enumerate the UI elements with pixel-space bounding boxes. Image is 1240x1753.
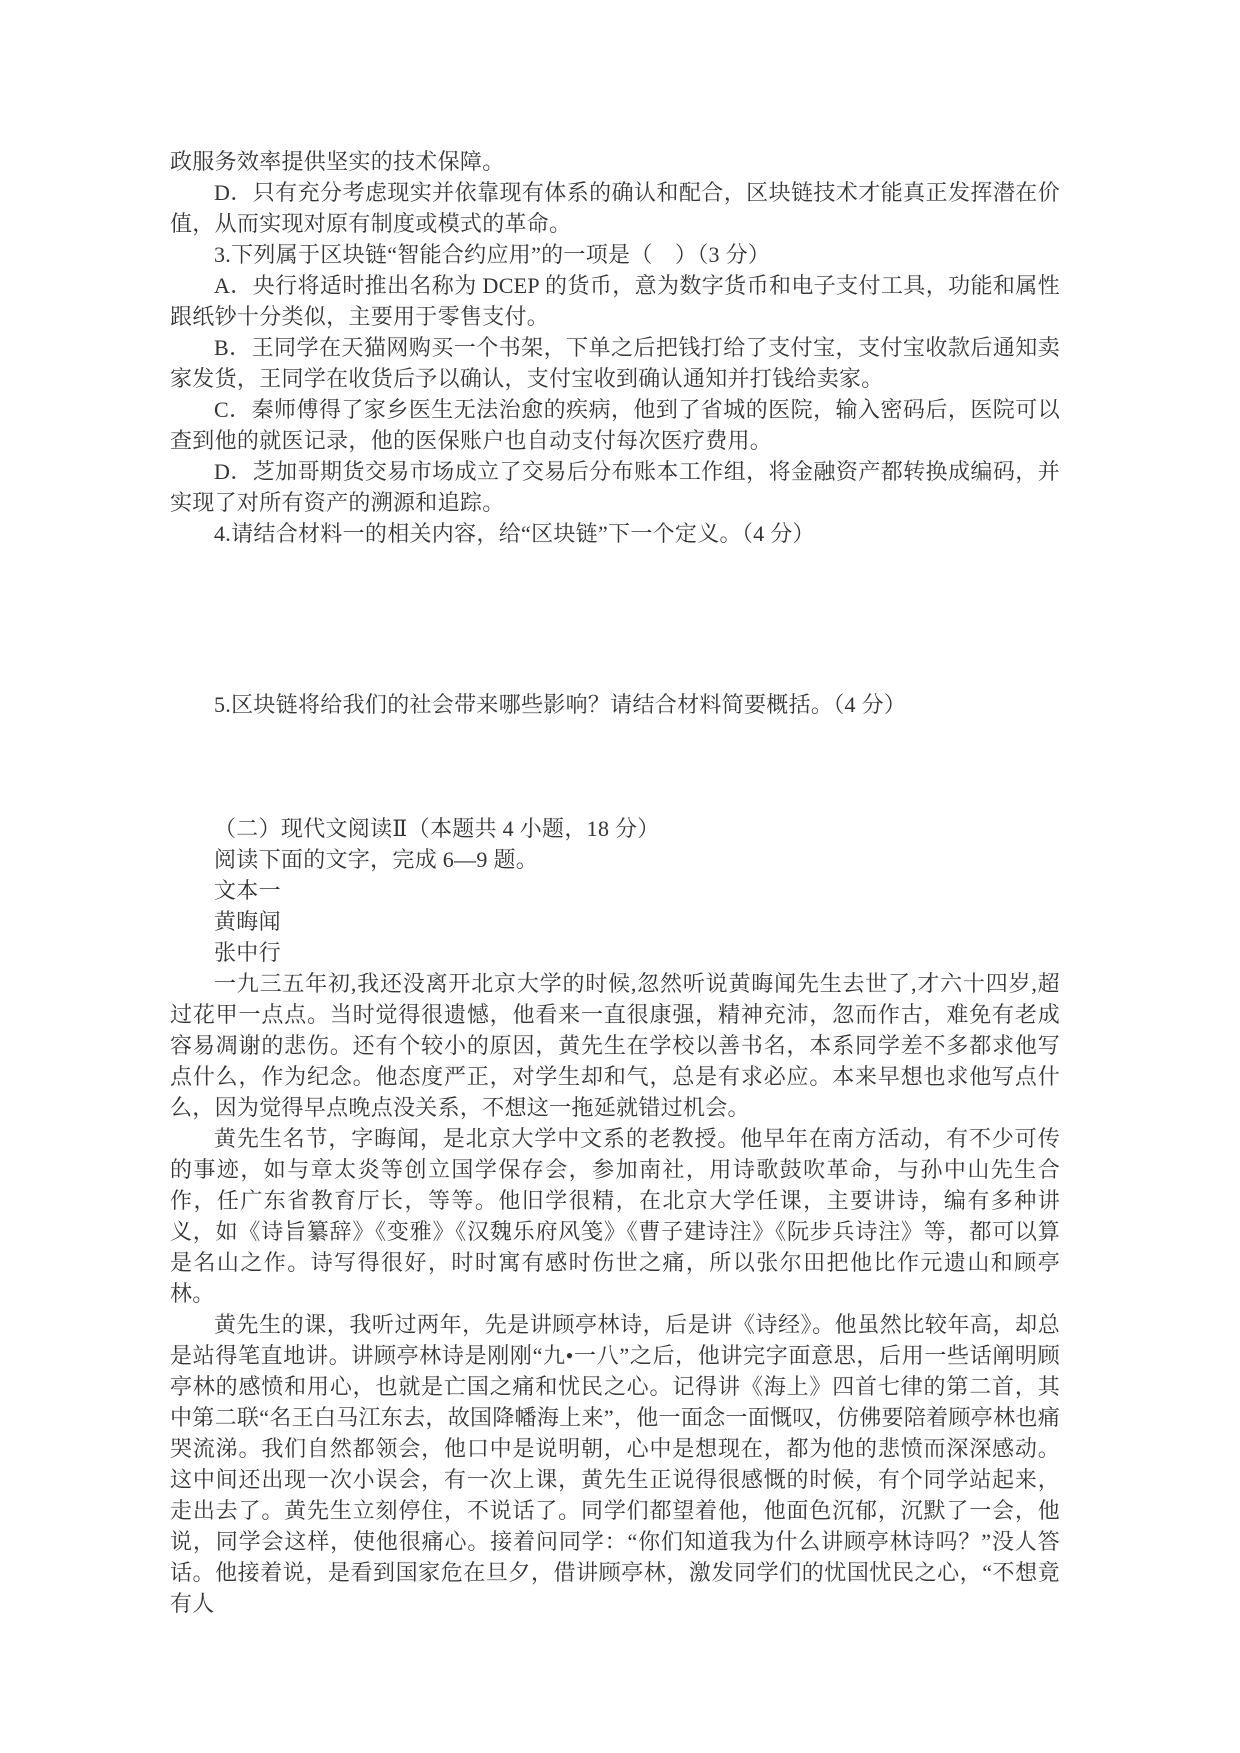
passage-paragraph-1: 一九三五年初,我还没离开北京大学的时候,忽然听说黄晦闻先生去世了,才六十四岁,超过花甲一点点。当时觉得很遗憾，他看来一直很康强，精神充沛，忽而作古，难免有老成容易凋谢的悲伤。还有个较小的原因，黄先生在学校以善书名，本系同学差不多都求他写点什么，作为纪念。他态度严正，对学生却和气，总是有求必应。本来早想也求他写点什么，因为觉得早点晚点没关系，不想这一拖延就错过机会。	[170, 971, 1060, 1120]
text-column	[170, 146, 1060, 1619]
passage-paragraph-2: 黄先生名节，字晦闻，是北京大学中文系的老教授。他早年在南方活动，有不少可传的事迹，如与章太炎等创立国学保存会，参加南社，用诗歌鼓吹革命，与孙中山先生合作，任广东省教育厅长，等等。他旧学很精，在北京大学任课，主要讲诗，编有多种讲义，如《诗旨纂辞》《变雅》《汉魏乐府风笺》《曹子建诗注》《阮步兵诗注》等，都可以算是名山之作。诗写得很好，时时寓有感时伤世之痛，所以张尔田把他比作元遗山和顾亭林。	[170, 1126, 1060, 1306]
passage-title: 黄晦闻	[214, 909, 281, 934]
question-3-option-b: B．王同学在天猫网购买一个书架，下单之后把钱打给了支付宝，支付宝收款后通知卖家发货，王同学在收货后予以确认，支付宝收到确认通知并打钱给卖家。	[170, 335, 1060, 391]
material-continuation-line: 政服务效率提供坚实的技术保障。	[170, 149, 505, 174]
text-1-label: 文本一	[214, 878, 281, 903]
prev-question-option-d: D．只有充分考虑现实并依靠现有体系的确认和配合，区块链技术才能真正发挥潜在价值，从而实现对原有制度或模式的革命。	[170, 180, 1060, 236]
question-5: 5.区块链将给我们的社会带来哪些影响？请结合材料简要概括。（4 分）	[214, 692, 907, 717]
question-5-answer-space	[170, 720, 1060, 813]
section-2-heading: （二）现代文阅读Ⅱ（本题共 4 小题，18 分）	[214, 816, 660, 841]
passage-author: 张中行	[214, 940, 281, 965]
section-2-instruction: 阅读下面的文字，完成 6—9 题。	[214, 847, 539, 872]
question-3-stem: 3.下列属于区块链“智能合约应用”的一项是（ ）（3 分）	[214, 242, 771, 267]
question-3-option-c: C．秦师傅得了家乡医生无法治愈的疾病，他到了省城的医院，输入密码后，医院可以查到他的就医记录，他的医保账户也自动支付每次医疗费用。	[170, 397, 1060, 453]
question-3-option-d: D．芝加哥期货交易市场成立了交易后分布账本工作组，将金融资产都转换成编码，并实现了对所有资产的溯源和追踪。	[170, 459, 1060, 515]
question-4-answer-space	[170, 549, 1060, 689]
question-3-option-a: A．央行将适时推出名称为 DCEP 的货币，意为数字货币和电子支付工具，功能和属性跟纸钞十分类似，主要用于零售支付。	[170, 273, 1060, 329]
question-4: 4.请结合材料一的相关内容，给“区块链”下一个定义。（4 分）	[214, 521, 815, 546]
passage-paragraph-3: 黄先生的课，我听过两年，先是讲顾亭林诗，后是讲《诗经》。他虽然比较年高，却总是站得笔直地讲。讲顾亭林诗是刚刚“九•一八”之后，他讲完字面意思，后用一些话阐明顾亭林的感愤和用心，也就是亡国之痛和忧民之心。记得讲《海上》四首七律的第二首，其中第二联“名王白马江东去，故国降幡海上来”，他一面念一面慨叹，仿佛要陪着顾亭林也痛哭流涕。我们自然都领会，他口中是说明朝，心中是想现在，都为他的悲愤而深深感动。这中间还出现一次小误会，有一次上课，黄先生正说得很感慨的时候，有个同学站起来，走出去了。黄先生立刻停住，不说话了。同学们都望着他，他面色沉郁，沉默了一会，他说，同学会这样，使他很痛心。接着问同学：“你们知道我为什么讲顾亭林诗吗？”没人答话。他接着说，是看到国家危在旦夕，借讲顾亭林，激发同学们的忧国忧民之心，“不想竟有人	[170, 1312, 1060, 1616]
